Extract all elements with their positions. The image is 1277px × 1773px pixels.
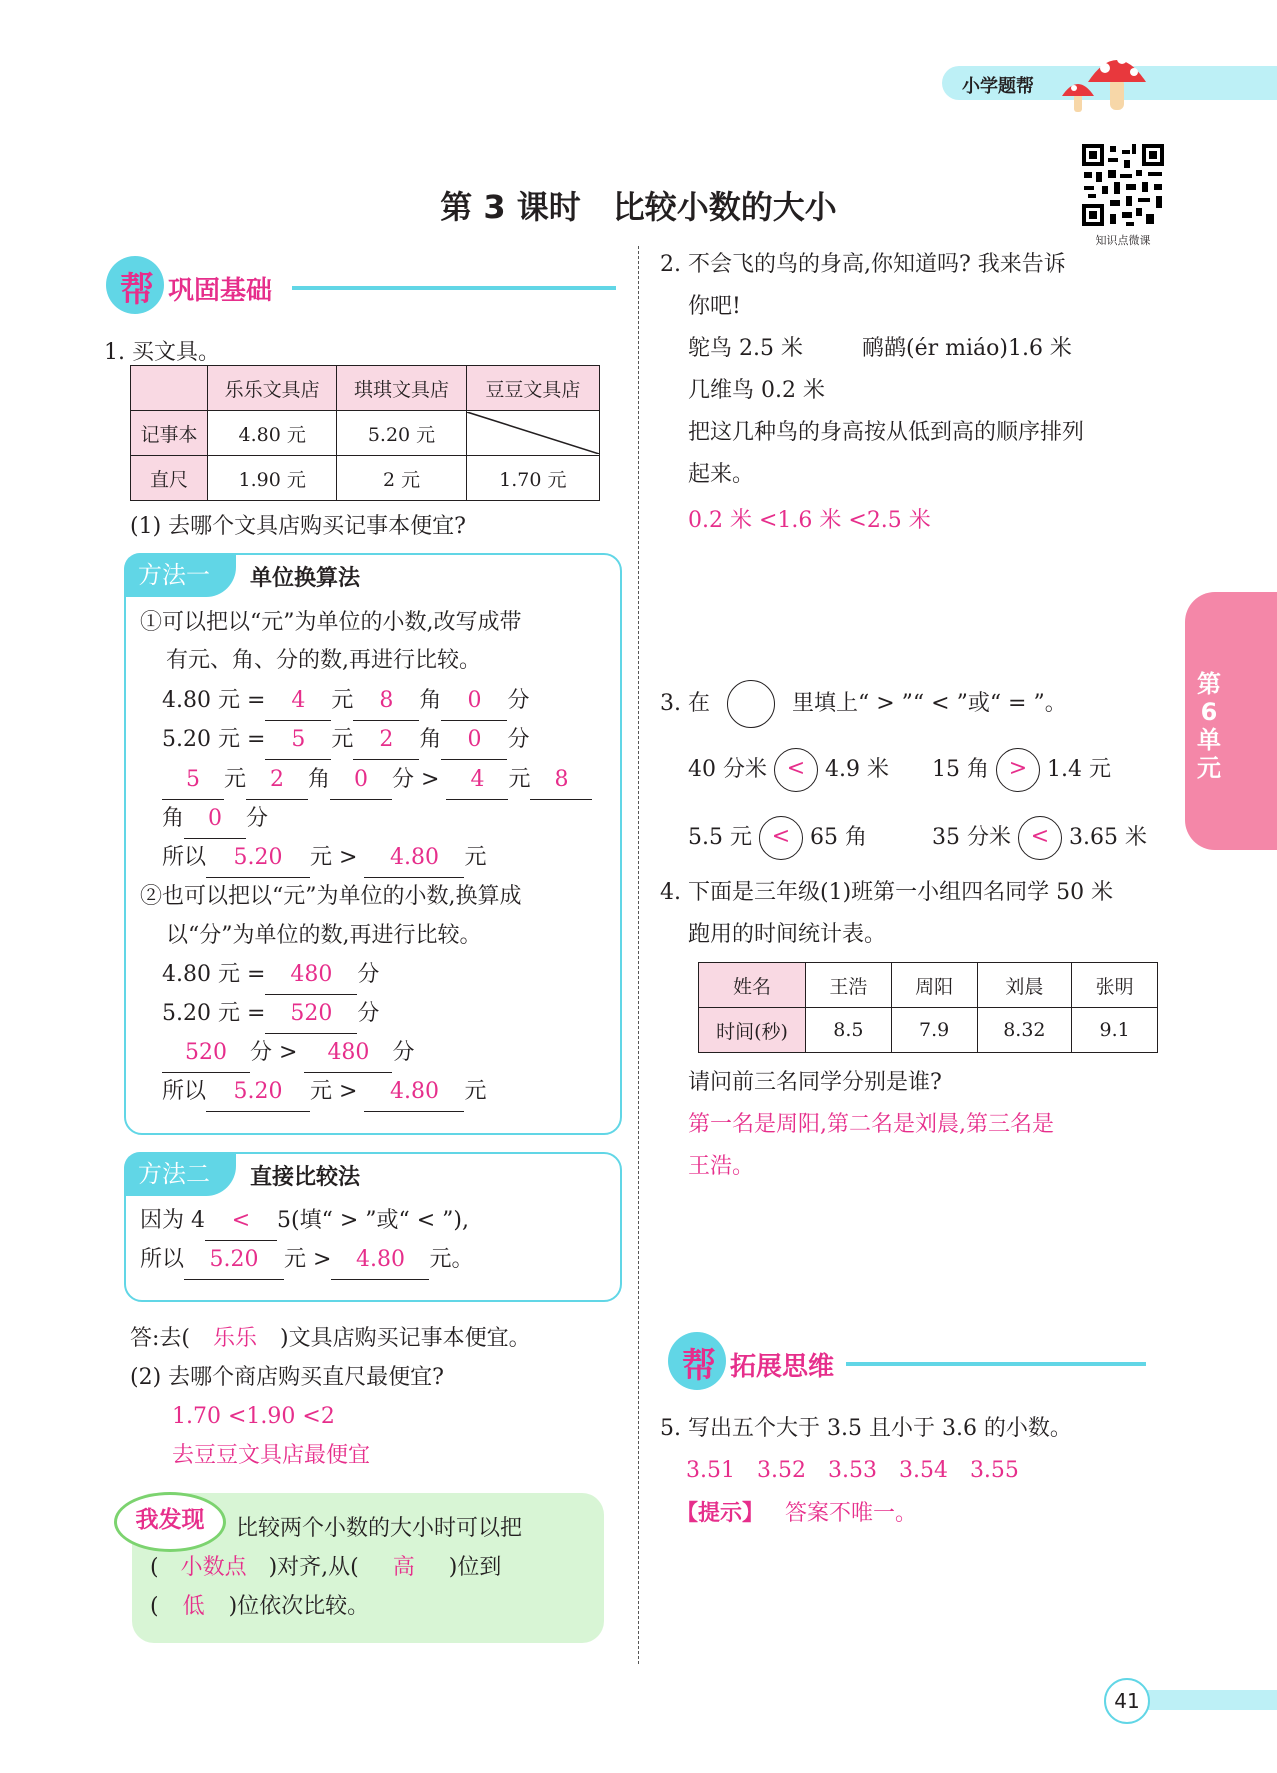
because-prefix: 因为 4 bbox=[140, 1208, 205, 1233]
answer-value: 小数点 bbox=[180, 1555, 247, 1580]
method1-p2-line2: 以“分”为单位的数,再进行比较。 bbox=[166, 923, 482, 948]
q3-prompt-b: 里填上“ > ”“ < ”或“ = ”。 bbox=[791, 691, 1067, 716]
q4-answer-line2: 王浩。 bbox=[688, 1154, 755, 1179]
answer-blank: 480 bbox=[265, 956, 357, 995]
gt-sign: > bbox=[332, 1079, 365, 1104]
discovery-line3 bbox=[150, 1588, 369, 1626]
answer-blank: 520 bbox=[265, 995, 357, 1034]
table-cell: 豆豆文具店 bbox=[466, 366, 599, 411]
item-right: 65 角 bbox=[809, 825, 867, 850]
unit-label: 分 bbox=[250, 1040, 273, 1065]
method2-tag: 方法二 bbox=[124, 1152, 236, 1196]
gt-sign: > bbox=[332, 845, 365, 870]
table-cell: 8.32 bbox=[977, 1008, 1072, 1053]
unit-label: 分 bbox=[392, 767, 415, 792]
unit-label: 角 bbox=[419, 688, 442, 713]
unit-label: 分 bbox=[357, 1001, 380, 1026]
unit-label: 分 bbox=[507, 688, 530, 713]
unit-label: 元 bbox=[331, 688, 354, 713]
item-right: 4.9 米 bbox=[825, 757, 889, 782]
qr-caption: 知识点微课 bbox=[1095, 234, 1151, 247]
answer-blank: < bbox=[205, 1202, 277, 1241]
item-right: 1.4 元 bbox=[1047, 757, 1111, 782]
q3-prompt-a: 3. 在 bbox=[660, 691, 710, 716]
q5-answer: 3.51 3.52 3.53 3.54 3.55 bbox=[686, 1458, 1019, 1483]
method2-because bbox=[140, 1202, 469, 1241]
unit-side-label: 第6单元 bbox=[1197, 670, 1221, 782]
q4-line2: 跑用的时间统计表。 bbox=[688, 922, 887, 947]
paren-open: ( bbox=[150, 1594, 159, 1619]
page-number: 41 bbox=[1104, 1678, 1150, 1724]
discovery-line1: 比较两个小数的大小时可以把 bbox=[236, 1516, 523, 1541]
unit-label: 元 bbox=[310, 1079, 333, 1104]
unit-label: 元 bbox=[310, 845, 333, 870]
discovery-mid: )对齐,从( bbox=[268, 1555, 359, 1580]
so-label: 所以 bbox=[140, 1247, 185, 1272]
discovery-mid: )位到 bbox=[448, 1555, 502, 1580]
answer-circle: < bbox=[774, 748, 818, 792]
unit-label: 分 bbox=[246, 806, 269, 831]
method1-row-c-cont bbox=[162, 800, 268, 839]
q4-table bbox=[698, 962, 1158, 1053]
so-suffix: 元。 bbox=[429, 1247, 474, 1272]
answer-blank: 4 bbox=[446, 761, 508, 800]
q2-line3b: 鸸鹋(ér miáo)1.6 米 bbox=[862, 336, 1072, 361]
unit-label: 元 bbox=[464, 845, 487, 870]
table-cell: 1.70 元 bbox=[466, 456, 599, 501]
answer-blank: 0 bbox=[441, 682, 507, 721]
hint-text: 答案不唯一。 bbox=[785, 1501, 918, 1526]
q1-answer2-line1: 1.70 <1.90 <2 bbox=[172, 1404, 335, 1429]
q2-line4: 几维鸟 0.2 米 bbox=[688, 378, 825, 403]
item-left: 15 角 bbox=[932, 757, 989, 782]
q5-hint bbox=[676, 1494, 917, 1533]
answer-blank: 0 bbox=[441, 721, 507, 760]
answer-blank: 2 bbox=[246, 761, 308, 800]
method1-fen-cmp bbox=[162, 1034, 414, 1073]
method1-p1-line1: ①可以把以“元”为单位的小数,改写成带 bbox=[140, 610, 522, 635]
table-cell-empty bbox=[466, 411, 599, 456]
q1-sub2: (2) 去哪个商店购买直尺最便宜? bbox=[130, 1365, 444, 1390]
q1-table bbox=[130, 365, 600, 501]
gt-sign: > bbox=[414, 767, 447, 792]
q1-answer1 bbox=[130, 1320, 531, 1358]
table-cell: 记事本 bbox=[131, 411, 208, 456]
q2-line1: 2. 不会飞的鸟的身高,你知道吗? 我来告诉 bbox=[660, 252, 1066, 277]
method1-fen-b bbox=[162, 995, 379, 1034]
diagonal-slash bbox=[467, 412, 599, 454]
table-cell: 9.1 bbox=[1072, 1008, 1158, 1053]
method1-row-c bbox=[162, 761, 592, 800]
because-suffix: 5(填“ > ”或“ < ”), bbox=[277, 1208, 469, 1233]
q1-prompt: 1. 买文具。 bbox=[104, 340, 220, 365]
so-label: 所以 bbox=[162, 845, 207, 870]
q2-line2: 你吧! bbox=[688, 294, 741, 319]
answer-blank: 2 bbox=[353, 721, 419, 760]
q3-item-4 bbox=[932, 816, 1147, 860]
discovery-end: )位依次比较。 bbox=[228, 1594, 370, 1619]
empty-circle bbox=[727, 680, 775, 728]
unit-label: 元 bbox=[464, 1079, 487, 1104]
q2-answer: 0.2 米 <1.6 米 <2.5 米 bbox=[688, 508, 931, 533]
table-row bbox=[699, 963, 1158, 1008]
table-cell: 刘晨 bbox=[977, 963, 1072, 1008]
brand-label: 小学题帮 bbox=[962, 76, 1034, 97]
answer-circle: < bbox=[1018, 816, 1062, 860]
section-extend-header bbox=[668, 1332, 1168, 1392]
q4-line1: 4. 下面是三年级(1)班第一小组四名同学 50 米 bbox=[660, 880, 1114, 905]
table-cell: 5.20 元 bbox=[337, 411, 466, 456]
answer-blank: 5 bbox=[162, 761, 224, 800]
table-row bbox=[131, 411, 600, 456]
so-label: 所以 bbox=[162, 1079, 207, 1104]
section-badge-text: 帮 bbox=[682, 1346, 716, 1386]
method1-tag: 方法一 bbox=[124, 553, 236, 597]
q1-sub1: (1) 去哪个文具店购买记事本便宜? bbox=[130, 514, 466, 539]
unit-label: 元 bbox=[224, 767, 247, 792]
answer-blank: 4.80 bbox=[331, 1241, 429, 1280]
row-prefix: 5.20 元 = bbox=[162, 727, 266, 752]
method1-fen-a bbox=[162, 956, 379, 995]
answer-value: 高 bbox=[392, 1555, 415, 1580]
section-basic-header bbox=[106, 256, 616, 316]
table-cell: 张明 bbox=[1072, 963, 1158, 1008]
table-cell: 琪琪文具店 bbox=[337, 366, 466, 411]
unit-label: 角 bbox=[308, 767, 331, 792]
item-left: 35 分米 bbox=[932, 825, 1011, 850]
answer-circle: < bbox=[759, 816, 803, 860]
table-cell: 姓名 bbox=[699, 963, 806, 1008]
answer-value: 低 bbox=[182, 1594, 205, 1619]
unit-label: 分 bbox=[507, 727, 530, 752]
table-cell: 直尺 bbox=[131, 456, 208, 501]
table-cell: 8.5 bbox=[806, 1008, 892, 1053]
table-cell: 周阳 bbox=[891, 963, 977, 1008]
q3-item-3 bbox=[688, 816, 867, 860]
q5-prompt: 5. 写出五个大于 3.5 且小于 3.6 的小数。 bbox=[660, 1416, 1072, 1441]
table-cell: 时间(秒) bbox=[699, 1008, 806, 1053]
paren-open: ( bbox=[150, 1555, 159, 1580]
item-left: 5.5 元 bbox=[688, 825, 752, 850]
answer-prefix: 答:去( bbox=[130, 1326, 190, 1351]
unit-label: 元 bbox=[508, 767, 531, 792]
table-cell: 4.80 元 bbox=[208, 411, 337, 456]
method1-so1 bbox=[162, 839, 486, 878]
q4-question: 请问前三名同学分别是谁? bbox=[688, 1070, 942, 1095]
item-left: 40 分米 bbox=[688, 757, 767, 782]
answer-blank: 0 bbox=[330, 761, 392, 800]
table-cell: 1.90 元 bbox=[208, 456, 337, 501]
section-badge-text: 帮 bbox=[120, 270, 154, 310]
method1-p2-line1: ②也可以把以“元”为单位的小数,换算成 bbox=[140, 884, 522, 909]
hint-label: 【提示】 bbox=[676, 1500, 765, 1526]
discovery-line2 bbox=[150, 1549, 501, 1587]
discovery-badge: 我发现 bbox=[114, 1492, 226, 1552]
gt-sign: > bbox=[272, 1040, 305, 1065]
answer-blank: 480 bbox=[304, 1034, 392, 1073]
method1-so2 bbox=[162, 1073, 486, 1112]
q1-answer2-line2: 去豆豆文具店最便宜 bbox=[172, 1443, 371, 1468]
answer-blank: 5.20 bbox=[206, 839, 310, 878]
method2-name: 直接比较法 bbox=[250, 1165, 361, 1190]
answer-blank: 520 bbox=[162, 1034, 250, 1073]
table-cell: 7.9 bbox=[891, 1008, 977, 1053]
table-row bbox=[131, 456, 600, 501]
table-row bbox=[699, 1008, 1158, 1053]
row-prefix: 4.80 元 = bbox=[162, 688, 266, 713]
so-mid: 元 > bbox=[284, 1247, 332, 1272]
unit-label: 角 bbox=[162, 806, 185, 831]
answer-blank: 4.80 bbox=[364, 839, 464, 878]
row-prefix: 5.20 元 = bbox=[162, 1001, 266, 1026]
q2-line3a: 鸵鸟 2.5 米 bbox=[688, 336, 803, 361]
q4-answer-line1: 第一名是周阳,第二名是刘晨,第三名是 bbox=[688, 1112, 1054, 1137]
answer-blank: 5 bbox=[265, 721, 331, 760]
answer-suffix: )文具店购买记事本便宜。 bbox=[280, 1326, 531, 1351]
unit-label: 角 bbox=[419, 727, 442, 752]
method1-name: 单位换算法 bbox=[250, 566, 361, 591]
answer-blank: 4.80 bbox=[364, 1073, 464, 1112]
table-cell bbox=[131, 366, 208, 411]
method2-so bbox=[140, 1241, 473, 1280]
item-right: 3.65 米 bbox=[1069, 825, 1147, 850]
section-title: 拓展思维 bbox=[730, 1352, 835, 1382]
table-cell: 乐乐文具店 bbox=[208, 366, 337, 411]
unit-label: 分 bbox=[392, 1040, 415, 1065]
answer-blank: 8 bbox=[530, 761, 592, 800]
unit-label: 分 bbox=[357, 962, 380, 987]
answer-circle: > bbox=[996, 748, 1040, 792]
q3-prompt bbox=[660, 680, 1067, 728]
method1-row-b bbox=[162, 721, 529, 760]
q2-line5: 把这几种鸟的身高按从低到高的顺序排列 bbox=[688, 420, 1085, 445]
unit-label: 元 bbox=[331, 727, 354, 752]
answer-blank: 4 bbox=[265, 682, 331, 721]
q3-item-1 bbox=[688, 748, 889, 792]
q2-line6: 起来。 bbox=[688, 462, 755, 487]
answer-blank: 0 bbox=[184, 800, 246, 839]
section-title: 巩固基础 bbox=[168, 276, 273, 306]
table-row bbox=[131, 366, 600, 411]
table-cell: 2 元 bbox=[337, 456, 466, 501]
page-title: 第 3 课时 比较小数的大小 bbox=[440, 188, 837, 226]
answer-blank: 8 bbox=[353, 682, 419, 721]
mushroom-icon bbox=[1060, 44, 1150, 116]
answer-blank: 5.20 bbox=[206, 1073, 310, 1112]
q3-item-2 bbox=[932, 748, 1111, 792]
method1-p1-line2: 有元、角、分的数,再进行比较。 bbox=[166, 648, 481, 673]
section-rule bbox=[846, 1362, 1146, 1366]
answer-blank: 5.20 bbox=[184, 1241, 284, 1280]
answer-value: 乐乐 bbox=[212, 1326, 257, 1351]
table-cell: 王浩 bbox=[806, 963, 892, 1008]
method1-row-a bbox=[162, 682, 529, 721]
row-prefix: 4.80 元 = bbox=[162, 962, 266, 987]
column-divider bbox=[638, 246, 639, 1664]
section-rule bbox=[292, 286, 616, 290]
